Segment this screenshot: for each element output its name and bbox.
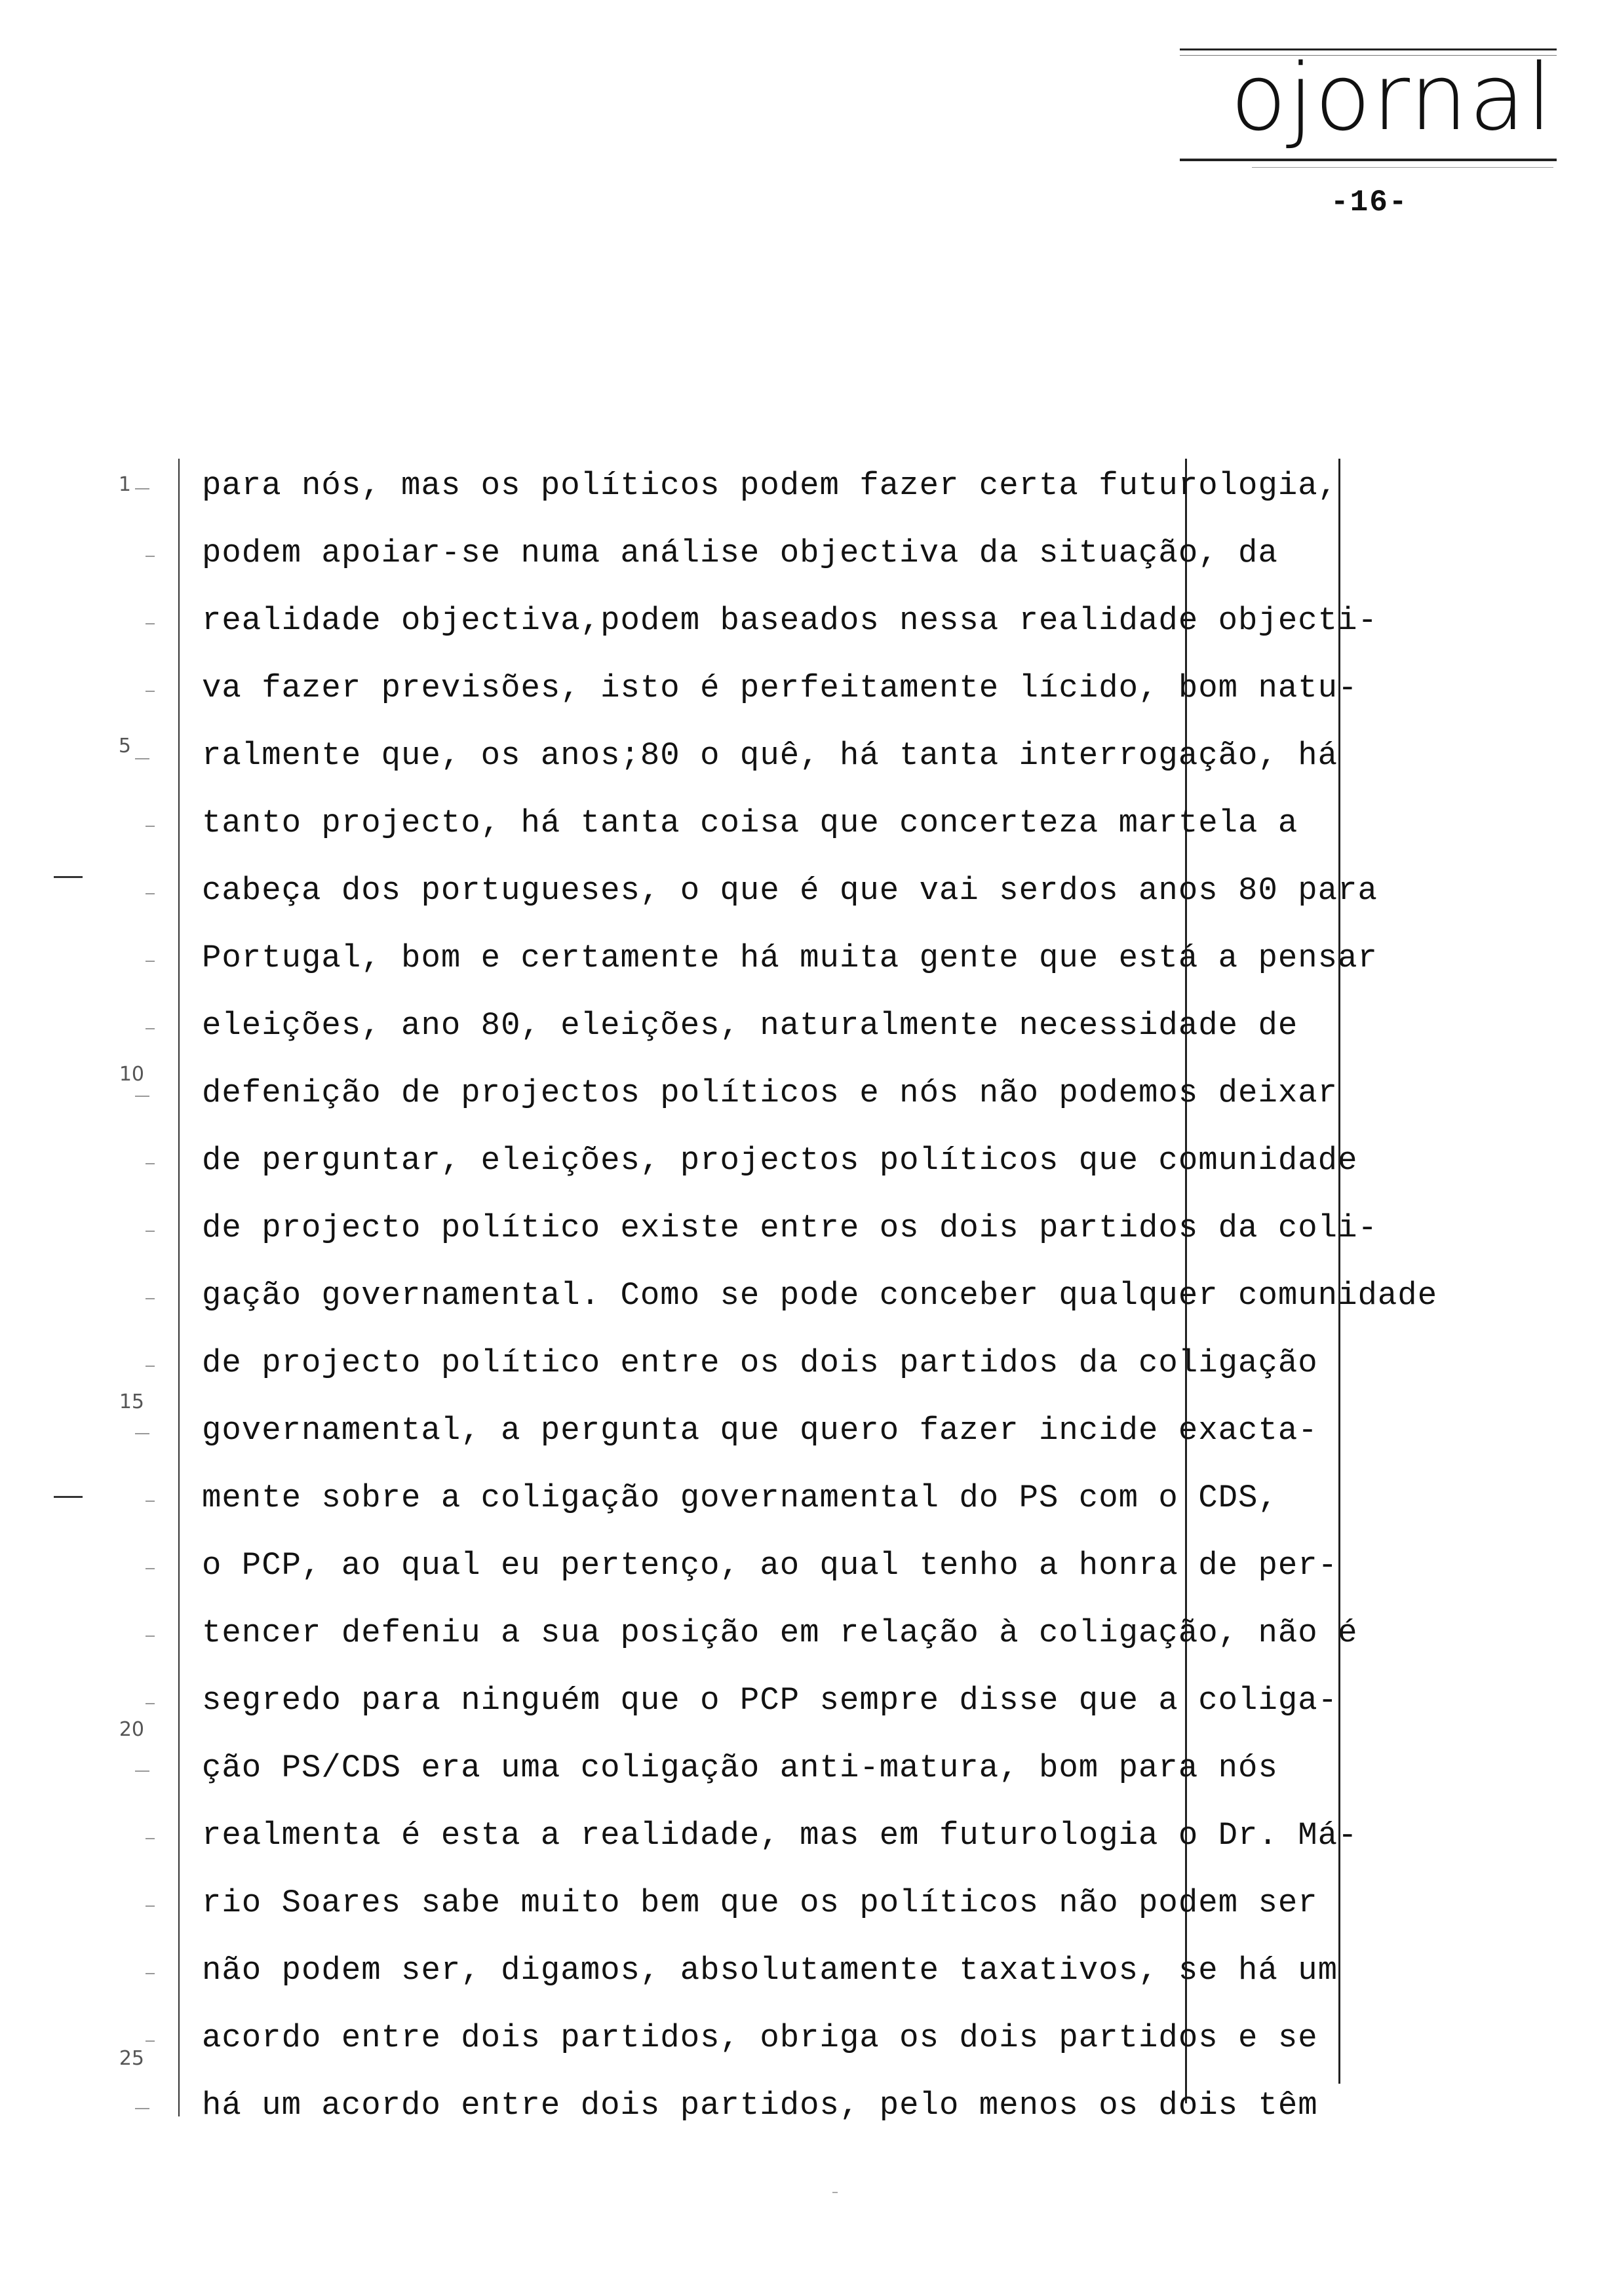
margin-tick [146,691,155,692]
line-number: 25 [119,2047,144,2070]
transcript-line: mente sobre a coligação governamental do PS com o CDS, [202,1480,1278,1516]
margin-tick [146,1703,155,1704]
margin-tick [146,1298,155,1299]
transcript-line: va fazer previsões, isto é perfeitamente lícido, bom natu- [202,670,1358,706]
transcript-line: não podem ser, digamos, absolutamente taxativos, se há um [202,1952,1338,1989]
margin-tick [146,1028,155,1029]
margin-tick [146,826,155,827]
transcript-line: de perguntar, eleições, projectos políticos que comunidade [202,1142,1358,1179]
masthead-bottom-rule [1180,159,1557,161]
margin-tick [135,1433,149,1434]
masthead-bottom-thin-rule [1252,167,1553,168]
transcript-line: acordo entre dois partidos, obriga os dois partidos e se [202,2019,1318,2056]
transcript-line: eleições, ano 80, eleições, naturalmente necessidade de [202,1007,1298,1044]
margin-tick [146,623,155,624]
transcript-line: tencer defeniu a sua posição em relação à coligação, não é [202,1615,1358,1651]
margin-tick [146,1973,155,1974]
transcript-line: tanto projecto, há tanta coisa que concerteza martela a [202,805,1298,841]
paper-speck [832,2192,838,2193]
masthead [1180,39,1560,170]
transcript-line: rio Soares sabe muito bem que os políticos não podem ser [202,1885,1318,1921]
transcript-line: Portugal, bom e certamente há muita gente que está a pensar [202,940,1378,976]
line-number: 10 [119,1063,144,1086]
transcript-line: há um acordo entre dois partidos, pelo menos os dois têm [202,2087,1318,2124]
margin-tick [146,1568,155,1569]
margin-tick [146,2040,155,2042]
transcript-line: gação governamental. Como se pode conceber qualquer comunidade [202,1277,1438,1314]
transcript-line: de projecto político existe entre os dois partidos da coli- [202,1210,1378,1246]
text-margin-rule [178,459,180,2116]
margin-tick [146,893,155,894]
margin-tick [146,556,155,557]
margin-tick [135,488,149,489]
margin-tick [146,1905,155,1907]
transcript-line: realidade objectiva,podem baseados nessa realidade objecti- [202,602,1378,639]
transcript-line: para nós, mas os políticos podem fazer certa futurologia, [202,467,1338,504]
line-number: 20 [119,1718,144,1741]
margin-dash-mark [54,1496,83,1498]
transcript-line: realmenta é esta a realidade, mas em futurologia o Dr. Má- [202,1817,1358,1854]
transcript-line: cabeça dos portugueses, o que é que vai serdos anos 80 para [202,872,1378,909]
line-number: 15 [119,1390,144,1413]
margin-tick [135,758,149,759]
margin-tick [146,1231,155,1232]
margin-tick [146,1636,155,1637]
transcript-line: ralmente que, os anos;80 o quê, há tanta interrogação, há [202,737,1338,774]
page-number: -16- [1331,185,1409,220]
margin-tick [135,1096,149,1097]
brand-logo: ojornal [1230,45,1553,151]
margin-tick [146,1501,155,1502]
transcript-line: governamental, a pergunta que quero fazer incide exacta- [202,1412,1318,1449]
transcript-line: o PCP, ao qual eu pertenço, ao qual tenho a honra de per- [202,1547,1338,1584]
margin-dash-mark [54,876,83,878]
line-number: 5 [118,735,131,757]
line-number: 1 [118,473,131,496]
transcript-line: defenição de projectos políticos e nós não podemos deixar [202,1075,1338,1111]
transcript-line: podem apoiar-se numa análise objectiva da situação, da [202,535,1278,571]
transcript-line: de projecto político entre os dois partidos da coligação [202,1345,1318,1381]
margin-tick [135,1770,149,1772]
margin-tick [146,961,155,962]
margin-tick [146,1366,155,1367]
transcript-line: ção PS/CDS era uma coligação anti-matura, bom para nós [202,1750,1278,1786]
transcript-line: segredo para ninguém que o PCP sempre disse que a coliga- [202,1682,1338,1719]
margin-tick [146,1838,155,1839]
margin-tick [135,2108,149,2109]
margin-tick [146,1163,155,1164]
